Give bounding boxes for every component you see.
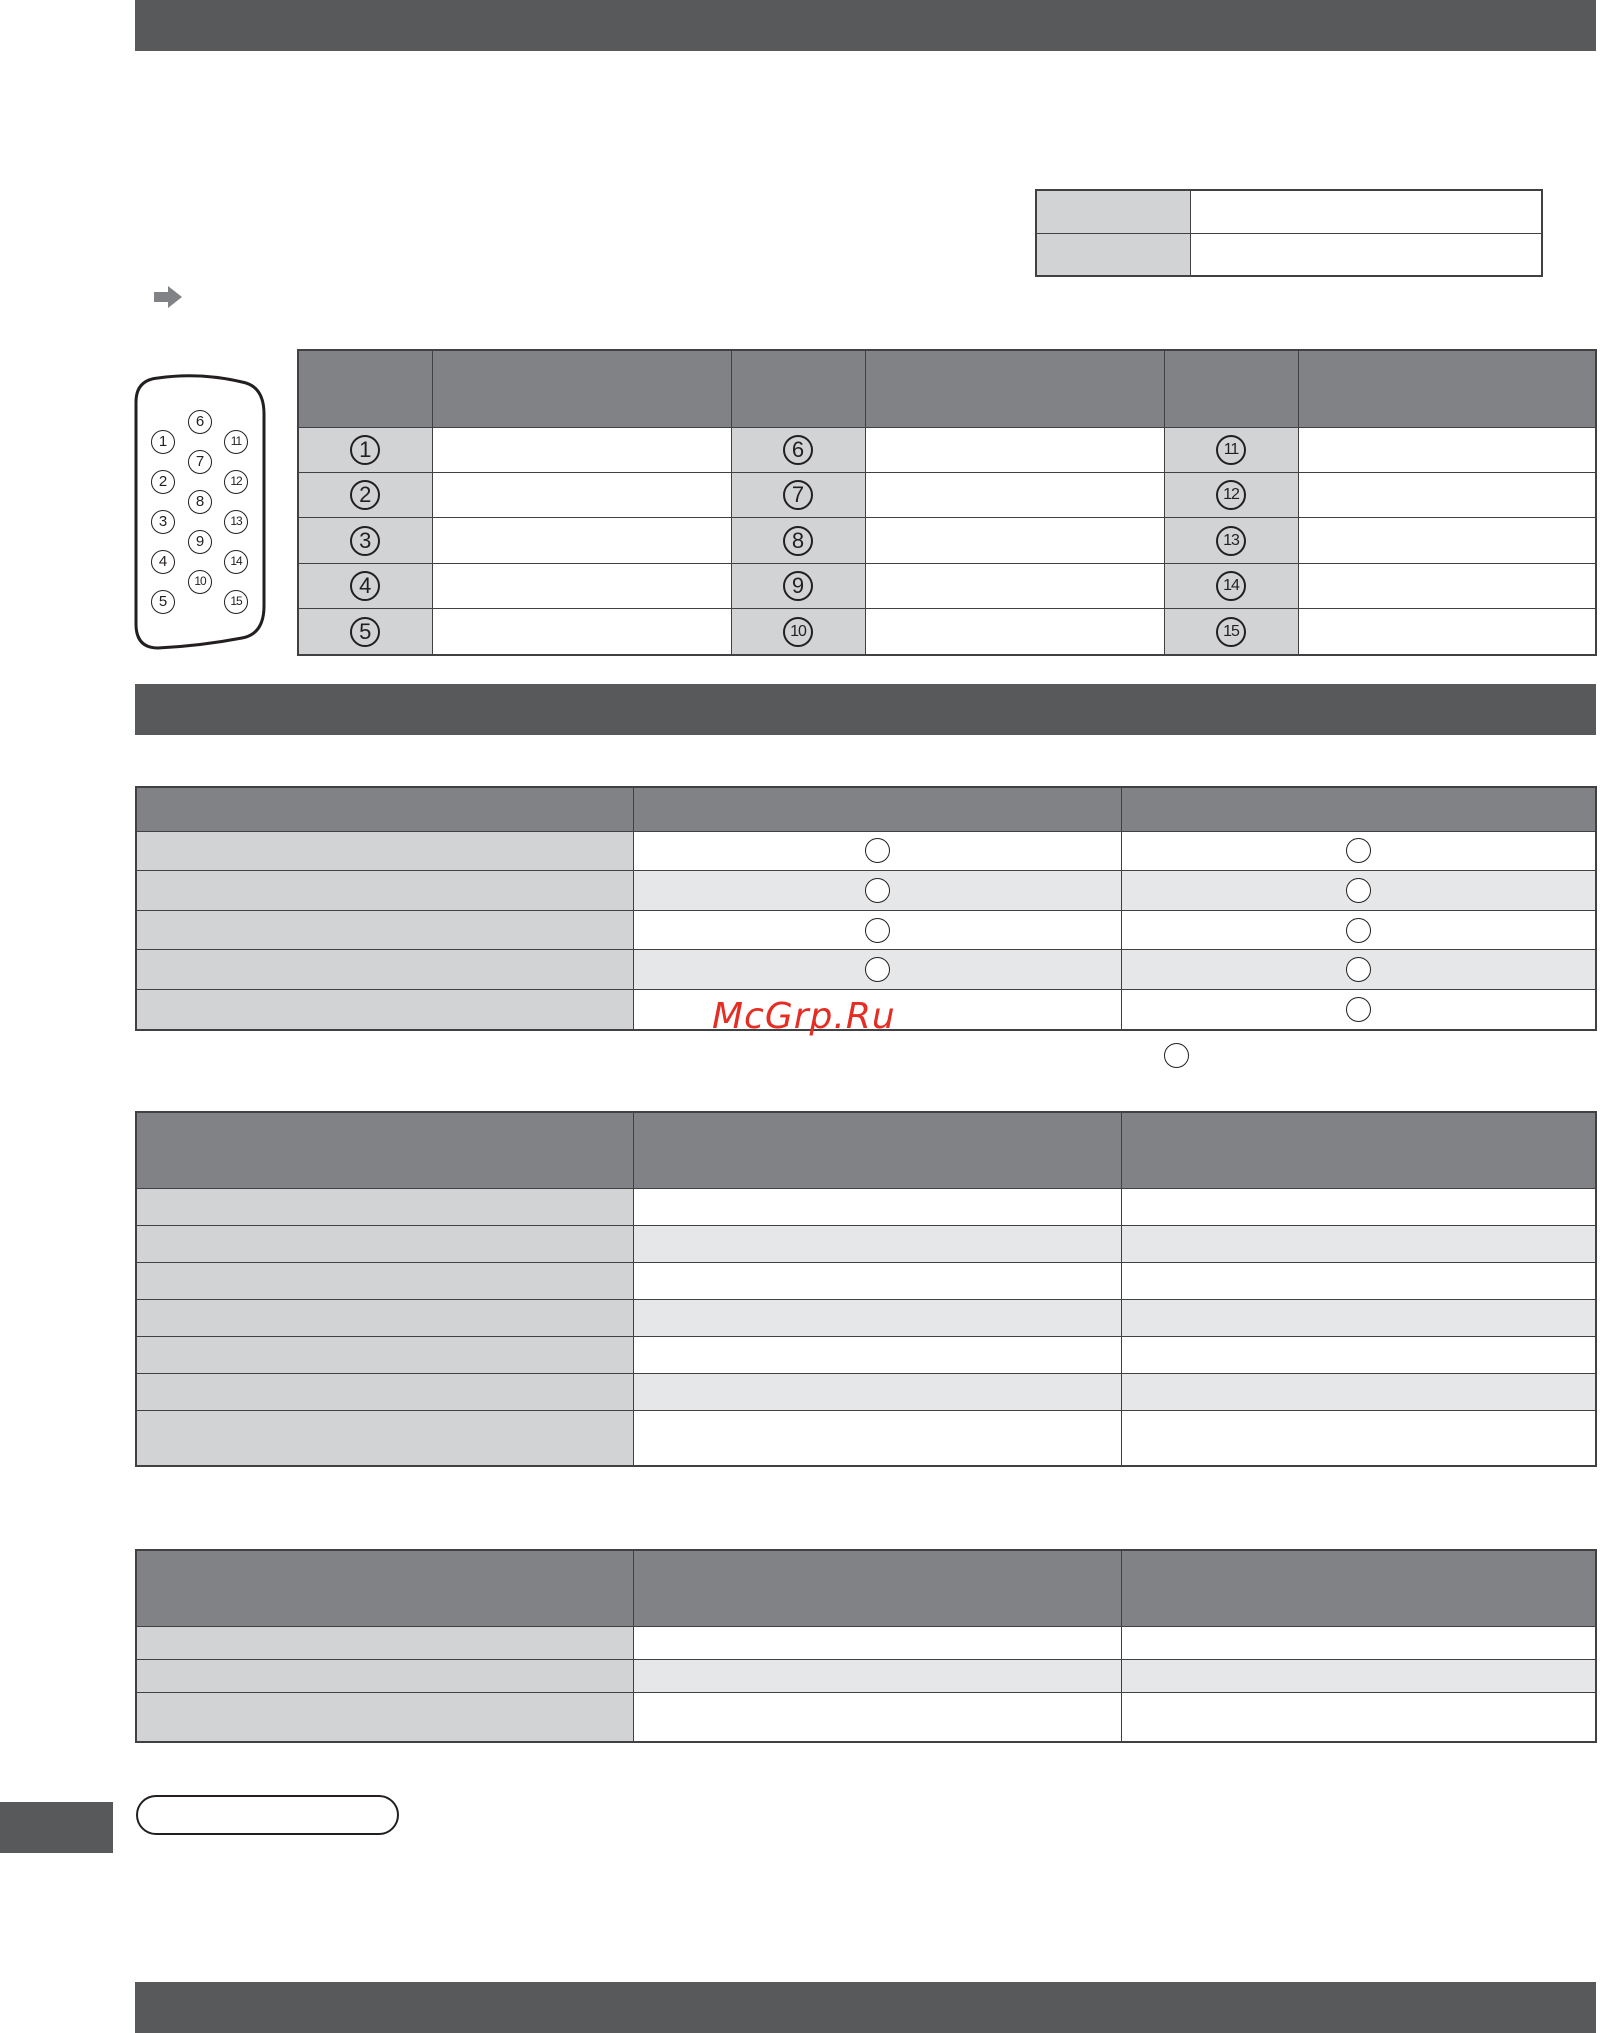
- table-header-cell: [1121, 1550, 1596, 1626]
- table-row: [136, 910, 1596, 950]
- value-cell: [1121, 1410, 1596, 1466]
- supported-mark-icon: [865, 838, 890, 863]
- table-row: [136, 1373, 1596, 1410]
- supported-mark-icon: [865, 957, 890, 982]
- supported-mark-icon: [1346, 918, 1371, 943]
- table-row: [298, 609, 1596, 655]
- value-cell: [633, 1410, 1121, 1466]
- timing-table-pc: [135, 1111, 1597, 1467]
- row-label-cell: [136, 910, 633, 950]
- row-label-cell: [136, 1373, 633, 1410]
- pin-number-cell: [1164, 518, 1298, 563]
- dsub15-connector-diagram: [134, 374, 266, 650]
- watermark-text: McGrp.Ru: [712, 996, 896, 1037]
- value-cell: [633, 1262, 1121, 1299]
- table-row: [136, 1336, 1596, 1373]
- table-header-cell: [633, 1112, 1121, 1188]
- table-row: [136, 831, 1596, 871]
- info-label-cell: [1036, 233, 1190, 276]
- pin-number: 11: [1216, 435, 1246, 465]
- supported-mark-icon: [865, 918, 890, 943]
- connector-pin: 12: [224, 470, 248, 494]
- signal-cell: [432, 563, 731, 608]
- pin-number-cell: [731, 427, 865, 472]
- pin-number: 12: [1216, 480, 1246, 510]
- value-cell: [633, 1373, 1121, 1410]
- table-row: [136, 1188, 1596, 1225]
- pin-number-cell: [298, 427, 432, 472]
- pin-number-cell: [298, 472, 432, 517]
- value-cell: [633, 1336, 1121, 1373]
- table-row: [298, 518, 1596, 563]
- value-cell: [1121, 1626, 1596, 1659]
- connector-pin: 6: [188, 410, 212, 434]
- table-header-cell: [633, 787, 1121, 831]
- row-label-cell: [136, 1659, 633, 1692]
- pin-number-cell: [298, 563, 432, 608]
- signal-cell: [865, 518, 1164, 563]
- pin-number: 8: [783, 526, 813, 556]
- value-cell: [633, 1659, 1121, 1692]
- support-cell: [1121, 990, 1596, 1030]
- side-chapter-tab: [0, 1802, 113, 1853]
- pin-number-cell: [731, 563, 865, 608]
- signal-cell: [432, 609, 731, 655]
- table-header-cell: [136, 1112, 633, 1188]
- support-cell: [1121, 950, 1596, 990]
- signal-header-cell: [1298, 350, 1596, 427]
- row-label-cell: [136, 1336, 633, 1373]
- pin-assignment-table: [297, 349, 1597, 656]
- signal-cell: [865, 609, 1164, 655]
- value-cell: [1121, 1659, 1596, 1692]
- pin-number: 6: [783, 435, 813, 465]
- legend-circle-icon: [1164, 1043, 1189, 1068]
- value-cell: [633, 1188, 1121, 1225]
- value-cell: [633, 1299, 1121, 1336]
- connector-pin: 10: [188, 570, 212, 594]
- info-value-cell: [1190, 190, 1542, 233]
- top-section-bar: [135, 0, 1596, 51]
- support-cell: [1121, 831, 1596, 871]
- value-cell: [1121, 1692, 1596, 1742]
- pin-number-cell: [1164, 609, 1298, 655]
- signal-info-table: [1035, 189, 1543, 277]
- pin-number-cell: [731, 518, 865, 563]
- value-cell: [633, 1626, 1121, 1659]
- supported-mark-icon: [1346, 997, 1371, 1022]
- pin-number: 9: [783, 571, 813, 601]
- value-cell: [1121, 1188, 1596, 1225]
- connector-pin: 13: [224, 510, 248, 534]
- pin-number-cell: [1164, 563, 1298, 608]
- signal-cell: [1298, 427, 1596, 472]
- pin-number: 3: [350, 526, 380, 556]
- signal-cell: [1298, 609, 1596, 655]
- signal-header-cell: [865, 350, 1164, 427]
- pin-header-cell: [731, 350, 865, 427]
- pin-number-cell: [1164, 472, 1298, 517]
- row-label-cell: [136, 990, 633, 1030]
- row-label-cell: [136, 1692, 633, 1742]
- signal-cell: [1298, 518, 1596, 563]
- row-label-cell: [136, 1188, 633, 1225]
- row-label-cell: [136, 1626, 633, 1659]
- value-cell: [1121, 1336, 1596, 1373]
- pin-header-cell: [1164, 350, 1298, 427]
- info-label-cell: [1036, 190, 1190, 233]
- signal-cell: [432, 472, 731, 517]
- value-cell: [633, 1225, 1121, 1262]
- signal-cell: [432, 427, 731, 472]
- value-cell: [1121, 1373, 1596, 1410]
- supported-mark-icon: [1346, 957, 1371, 982]
- signal-header-cell: [432, 350, 731, 427]
- section-bar: [135, 684, 1596, 735]
- pin-number: 13: [1216, 526, 1246, 556]
- connector-pin: 4: [151, 550, 175, 574]
- connector-pin: 3: [151, 510, 175, 534]
- table-header-cell: [136, 787, 633, 831]
- signal-support-table: [135, 786, 1597, 1031]
- info-value-cell: [1190, 233, 1542, 276]
- connector-pin: 2: [151, 470, 175, 494]
- pin-number: 7: [783, 480, 813, 510]
- connector-pin: 5: [151, 590, 175, 614]
- pin-number: 10: [783, 617, 813, 647]
- table-row: [136, 1626, 1596, 1659]
- table-header-cell: [633, 1550, 1121, 1626]
- pin-number: 2: [350, 480, 380, 510]
- pin-number-cell: [298, 609, 432, 655]
- table-header-cell: [136, 1550, 633, 1626]
- table-row: [136, 1225, 1596, 1262]
- supported-mark-icon: [1346, 838, 1371, 863]
- pin-number-cell: [298, 518, 432, 563]
- connector-pin: 1: [151, 430, 175, 454]
- bottom-section-bar: [135, 1982, 1596, 2033]
- support-cell: [1121, 871, 1596, 911]
- pin-number-cell: [731, 472, 865, 517]
- pin-number: 15: [1216, 617, 1246, 647]
- connector-pin: 9: [188, 530, 212, 554]
- support-cell: [633, 910, 1121, 950]
- value-cell: [1121, 1225, 1596, 1262]
- connector-pin: 14: [224, 550, 248, 574]
- table-row: [136, 1262, 1596, 1299]
- signal-cell: [865, 563, 1164, 608]
- table-row: [136, 1692, 1596, 1742]
- support-cell: [633, 871, 1121, 911]
- connector-pin: 8: [188, 490, 212, 514]
- value-cell: [633, 1692, 1121, 1742]
- signal-cell: [865, 472, 1164, 517]
- pin-number: 5: [350, 617, 380, 647]
- row-label-cell: [136, 1299, 633, 1336]
- pin-number: 4: [350, 571, 380, 601]
- timing-table-mac: [135, 1549, 1597, 1743]
- signal-cell: [865, 427, 1164, 472]
- table-row: [136, 1659, 1596, 1692]
- table-row: [136, 871, 1596, 911]
- pin-number-cell: [1164, 427, 1298, 472]
- pin-number-cell: [731, 609, 865, 655]
- support-cell: [633, 950, 1121, 990]
- row-label-cell: [136, 1410, 633, 1466]
- connector-pin: 7: [188, 450, 212, 474]
- value-cell: [1121, 1262, 1596, 1299]
- supported-mark-icon: [1346, 878, 1371, 903]
- row-label-cell: [136, 1225, 633, 1262]
- row-label-cell: [136, 1262, 633, 1299]
- table-row: [136, 1410, 1596, 1466]
- value-cell: [1121, 1299, 1596, 1336]
- support-cell: [633, 831, 1121, 871]
- signal-cell: [1298, 472, 1596, 517]
- pin-number: 1: [350, 435, 380, 465]
- signal-cell: [432, 518, 731, 563]
- table-row: [136, 950, 1596, 990]
- table-row: [298, 563, 1596, 608]
- pin-number: 14: [1216, 571, 1246, 601]
- arrow-right-icon: [154, 286, 182, 308]
- support-cell: [1121, 910, 1596, 950]
- table-row: [298, 427, 1596, 472]
- note-pill: [136, 1795, 399, 1835]
- connector-pin: 11: [224, 430, 248, 454]
- row-label-cell: [136, 831, 633, 871]
- table-row: [136, 1299, 1596, 1336]
- supported-mark-icon: [865, 878, 890, 903]
- table-row: [298, 472, 1596, 517]
- signal-cell: [1298, 563, 1596, 608]
- row-label-cell: [136, 950, 633, 990]
- row-label-cell: [136, 871, 633, 911]
- connector-pin: 15: [224, 590, 248, 614]
- table-header-cell: [1121, 1112, 1596, 1188]
- pin-header-cell: [298, 350, 432, 427]
- table-header-cell: [1121, 787, 1596, 831]
